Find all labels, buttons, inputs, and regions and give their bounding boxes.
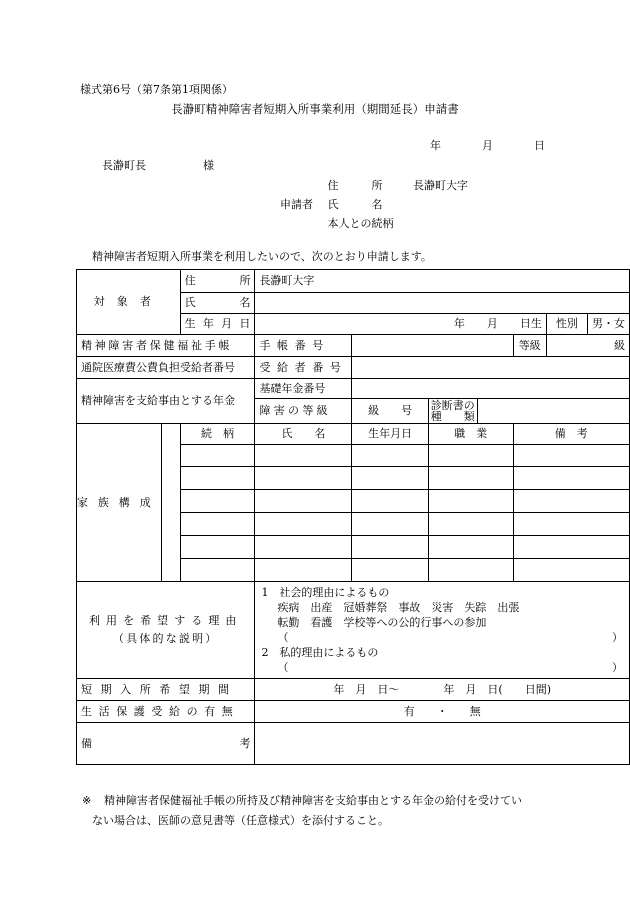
subject-address-label: 住 所 (180, 270, 255, 293)
pension-grade-value[interactable]: 級 号 (352, 399, 428, 424)
subject-gender-label: 性別 (546, 314, 587, 335)
family-cell[interactable] (513, 559, 629, 582)
family-cell[interactable] (428, 536, 513, 559)
family-cell[interactable] (180, 490, 255, 513)
family-cell[interactable] (255, 536, 352, 559)
family-header-name: 氏 名 (255, 424, 352, 445)
family-header-relation: 続 柄 (180, 424, 255, 445)
addressee-name: 長瀞町長 (102, 159, 146, 172)
family-cell[interactable] (255, 490, 352, 513)
reason-social-title: 1 社会的理由によるもの (261, 586, 390, 599)
footnote-mark: ※ (82, 794, 92, 807)
family-cell[interactable] (352, 467, 428, 490)
family-cell[interactable] (352, 536, 428, 559)
pension-basic-label: 基礎年金番号 (255, 379, 352, 399)
family-cell[interactable] (428, 513, 513, 536)
applicant-address-value: 長瀞町大字 (413, 179, 468, 192)
application-table (76, 269, 630, 765)
family-cell[interactable] (428, 559, 513, 582)
pension-basic-value[interactable] (352, 379, 630, 399)
subject-name-value[interactable] (255, 293, 630, 314)
subject-name-label: 氏 名 (180, 293, 255, 314)
family-cell[interactable] (513, 513, 629, 536)
applicant-name-label: 氏 名 (327, 198, 383, 211)
period-value[interactable]: 年 月 日～ 年 月 日( 日間) (255, 679, 630, 701)
reason-social-paren[interactable]: （ ） (277, 631, 623, 644)
family-cell[interactable] (513, 490, 629, 513)
handbook-label: 精神障害者保健福祉手帳 (77, 335, 255, 357)
subject-address-value[interactable]: 長瀞町大字 (255, 270, 630, 293)
family-header-remarks: 備 考 (513, 424, 629, 445)
subject-gender-value[interactable]: 男・女 (587, 314, 629, 335)
applicant-relation-label: 本人との続柄 (327, 217, 394, 230)
family-header-job: 職 業 (428, 424, 513, 445)
medical-no-value[interactable] (352, 357, 630, 379)
reason-social-line2: 転勤 看護 学校等への公的行事への参加 (277, 616, 487, 629)
date-day: 日 (534, 139, 545, 152)
applicant-role: 申請者 (280, 198, 313, 211)
handbook-grade-unit[interactable]: 級 (546, 335, 629, 357)
family-cell[interactable] (255, 513, 352, 536)
addressee-honorific: 様 (203, 159, 214, 172)
family-cell[interactable] (352, 559, 428, 582)
date-year: 年 (430, 139, 441, 152)
reason-social-line1: 疾病 出産 冠婚葬祭 事故 災害 失踪 出張 (277, 601, 520, 614)
subject-birth-value[interactable]: 年 月 日生 (255, 314, 546, 335)
reason-private-title: 2 私的理由によるもの (261, 646, 379, 659)
family-cell[interactable] (255, 559, 352, 582)
date-line (430, 137, 545, 153)
form-title: 長瀞町精神障害者短期入所事業利用（期間延長）申請書 (171, 102, 459, 116)
family-cell[interactable] (180, 467, 255, 490)
family-cell[interactable] (352, 490, 428, 513)
applicant-block (280, 176, 468, 233)
reason-label: 利用を希望する理由 （具体的な説明） (77, 582, 255, 679)
pension-diag-value[interactable] (477, 399, 629, 424)
medical-no-label: 受給者番号 (255, 357, 352, 379)
footnote (82, 791, 562, 831)
family-cell[interactable] (352, 513, 428, 536)
applicant-address-label: 住 所 (327, 179, 383, 192)
pension-diag-label: 診断書の 種 類 (428, 399, 477, 424)
family-cell[interactable] (180, 536, 255, 559)
family-label-gap (161, 424, 180, 582)
form-number: 様式第6号（第7条第1項関係） (80, 83, 233, 96)
family-cell[interactable] (352, 445, 428, 467)
remarks-value[interactable] (255, 723, 630, 765)
family-label: 家族構成 (77, 424, 162, 582)
footnote-line2: ない場合は、医師の意見書等（任意様式）を添付すること。 (92, 814, 389, 827)
family-cell[interactable] (513, 536, 629, 559)
date-month: 月 (482, 139, 493, 152)
family-cell[interactable] (180, 445, 255, 467)
family-cell[interactable] (255, 445, 352, 467)
family-cell[interactable] (513, 467, 629, 490)
reason-content[interactable] (255, 582, 630, 679)
remarks-label: 備 考 (77, 723, 255, 765)
addressee (102, 157, 214, 173)
handbook-no-label: 手帳番号 (255, 335, 352, 357)
family-cell[interactable] (513, 445, 629, 467)
family-cell[interactable] (180, 513, 255, 536)
subject-birth-label: 生 年 月 日 (180, 314, 255, 335)
welfare-value[interactable]: 有 ・ 無 (255, 701, 630, 723)
family-header-birth: 生年月日 (352, 424, 428, 445)
handbook-grade-label: 等級 (513, 335, 546, 357)
family-cell[interactable] (180, 559, 255, 582)
intro-text: 精神障害者短期入所事業を利用したいので、次のとおり申請します。 (92, 250, 432, 263)
pension-grade-label: 障害の等級 (255, 399, 352, 424)
reason-private-paren[interactable]: （ ） (277, 661, 623, 674)
handbook-no-value[interactable] (352, 335, 513, 357)
period-label: 短期入所希望期間 (77, 679, 255, 701)
pension-label: 精神障害を支給事由とする年金 (77, 379, 255, 424)
medical-label: 通院医療費公費負担受給者番号 (77, 357, 255, 379)
family-cell[interactable] (428, 445, 513, 467)
welfare-label: 生活保護受給の有無 (77, 701, 255, 723)
subject-label: 対象者 (77, 270, 181, 335)
family-cell[interactable] (428, 467, 513, 490)
footnote-line1: 精神障害者保健福祉手帳の所持及び精神障害を支給事由とする年金の給付を受けてい (104, 794, 522, 807)
family-cell[interactable] (255, 467, 352, 490)
family-cell[interactable] (428, 490, 513, 513)
